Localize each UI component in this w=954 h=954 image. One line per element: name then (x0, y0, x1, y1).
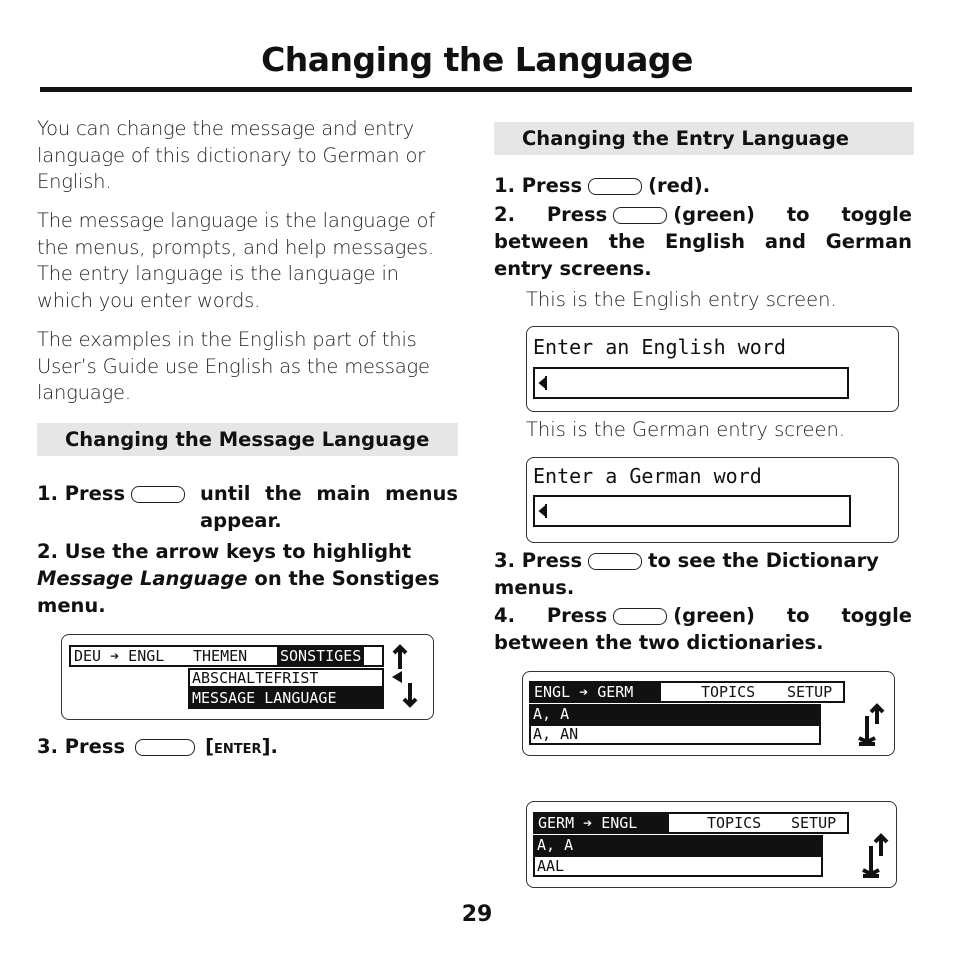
red-key (588, 178, 642, 195)
menu-setup: SETUP (787, 683, 833, 701)
menu-topics: TOPICS (701, 683, 756, 701)
menu-key (588, 553, 642, 570)
title-rule (40, 87, 912, 92)
intro-paragraph-2: The message language is the language of the menus, prompts, and help messages. The entry language is the language in which you enter words. (37, 209, 435, 312)
list-item[interactable]: A, A (529, 704, 821, 724)
green-key (613, 207, 667, 224)
menu-bar (69, 645, 384, 667)
english-entry-field[interactable] (533, 367, 849, 399)
menu-item-message-language: MESSAGE LANGUAGE (188, 688, 384, 709)
cursor-icon (538, 376, 548, 390)
list-item[interactable]: A, AN (529, 724, 821, 745)
message-step-2: 2. Use the arrow keys to highlight Message Language on the Sonstiges menu. (37, 540, 440, 617)
arrow-keys-icon (390, 643, 424, 709)
list-item[interactable]: A, A (533, 835, 823, 855)
german-entry-prompt: Enter a German word (533, 464, 762, 488)
enter-key (135, 739, 195, 756)
dictionary-screen-german-english (526, 801, 897, 888)
entry-language-heading: Changing the Entry Language (494, 122, 914, 155)
message-step-1-text: until the main menus appear. (200, 482, 458, 532)
menu-direction: GERM ➔ ENGL (535, 814, 669, 832)
entry-step-2: 2. Press (green) to toggle between the English and German entry screens. (494, 203, 912, 280)
cursor-icon (538, 504, 548, 518)
menu-dictionary: DEU ➔ ENGL (74, 647, 165, 665)
intro-paragraph-1: You can change the message and entry language of this dictionary to German or English. (37, 117, 425, 193)
green-key (613, 608, 667, 625)
english-screen-caption: This is the English entry screen. (526, 288, 837, 311)
intro-paragraph-3: The examples in the English part of this User’s Guide use English as the message language. (37, 328, 430, 404)
message-language-screen (61, 634, 434, 720)
entry-step-3: 3. Press to see the Dictionary menus. (494, 549, 879, 599)
english-entry-prompt: Enter an English word (533, 335, 786, 359)
message-language-heading: Changing the Message Language (37, 423, 458, 456)
entry-step-1: 1. Press (red). (494, 174, 711, 197)
menu-setup: SETUP (791, 814, 837, 832)
german-entry-field[interactable] (533, 495, 851, 527)
page-number: 29 (461, 902, 493, 927)
german-entry-screen (526, 457, 899, 543)
menu-bar (529, 681, 845, 703)
message-step-3: 3. Press [ENTER]. (37, 735, 278, 758)
menu-themen: THEMEN (193, 647, 248, 665)
menu-sonstiges: SONSTIGES (277, 647, 364, 665)
english-entry-screen (526, 326, 899, 412)
enter-key-label: [ENTER]. (205, 735, 278, 758)
menu-item-abschaltefrist: ABSCHALTEFRIST (188, 668, 384, 688)
scroll-arrows-icon (855, 702, 887, 748)
dictionary-screen-english-german (522, 671, 895, 756)
entry-step-4: 4. Press (green) to toggle between the two dictionaries. (494, 604, 912, 654)
menu-topics: TOPICS (707, 814, 762, 832)
list-item[interactable]: AAL (533, 855, 823, 877)
menu-key (131, 486, 185, 503)
message-step-1: 1. Press until the main menus appear. (37, 482, 458, 532)
german-screen-caption: This is the German entry screen. (526, 418, 846, 441)
menu-bar (533, 812, 849, 834)
page-title: Changing the Language (261, 40, 693, 79)
menu-direction: ENGL ➔ GERM (531, 683, 661, 701)
scroll-arrows-icon (859, 832, 891, 880)
